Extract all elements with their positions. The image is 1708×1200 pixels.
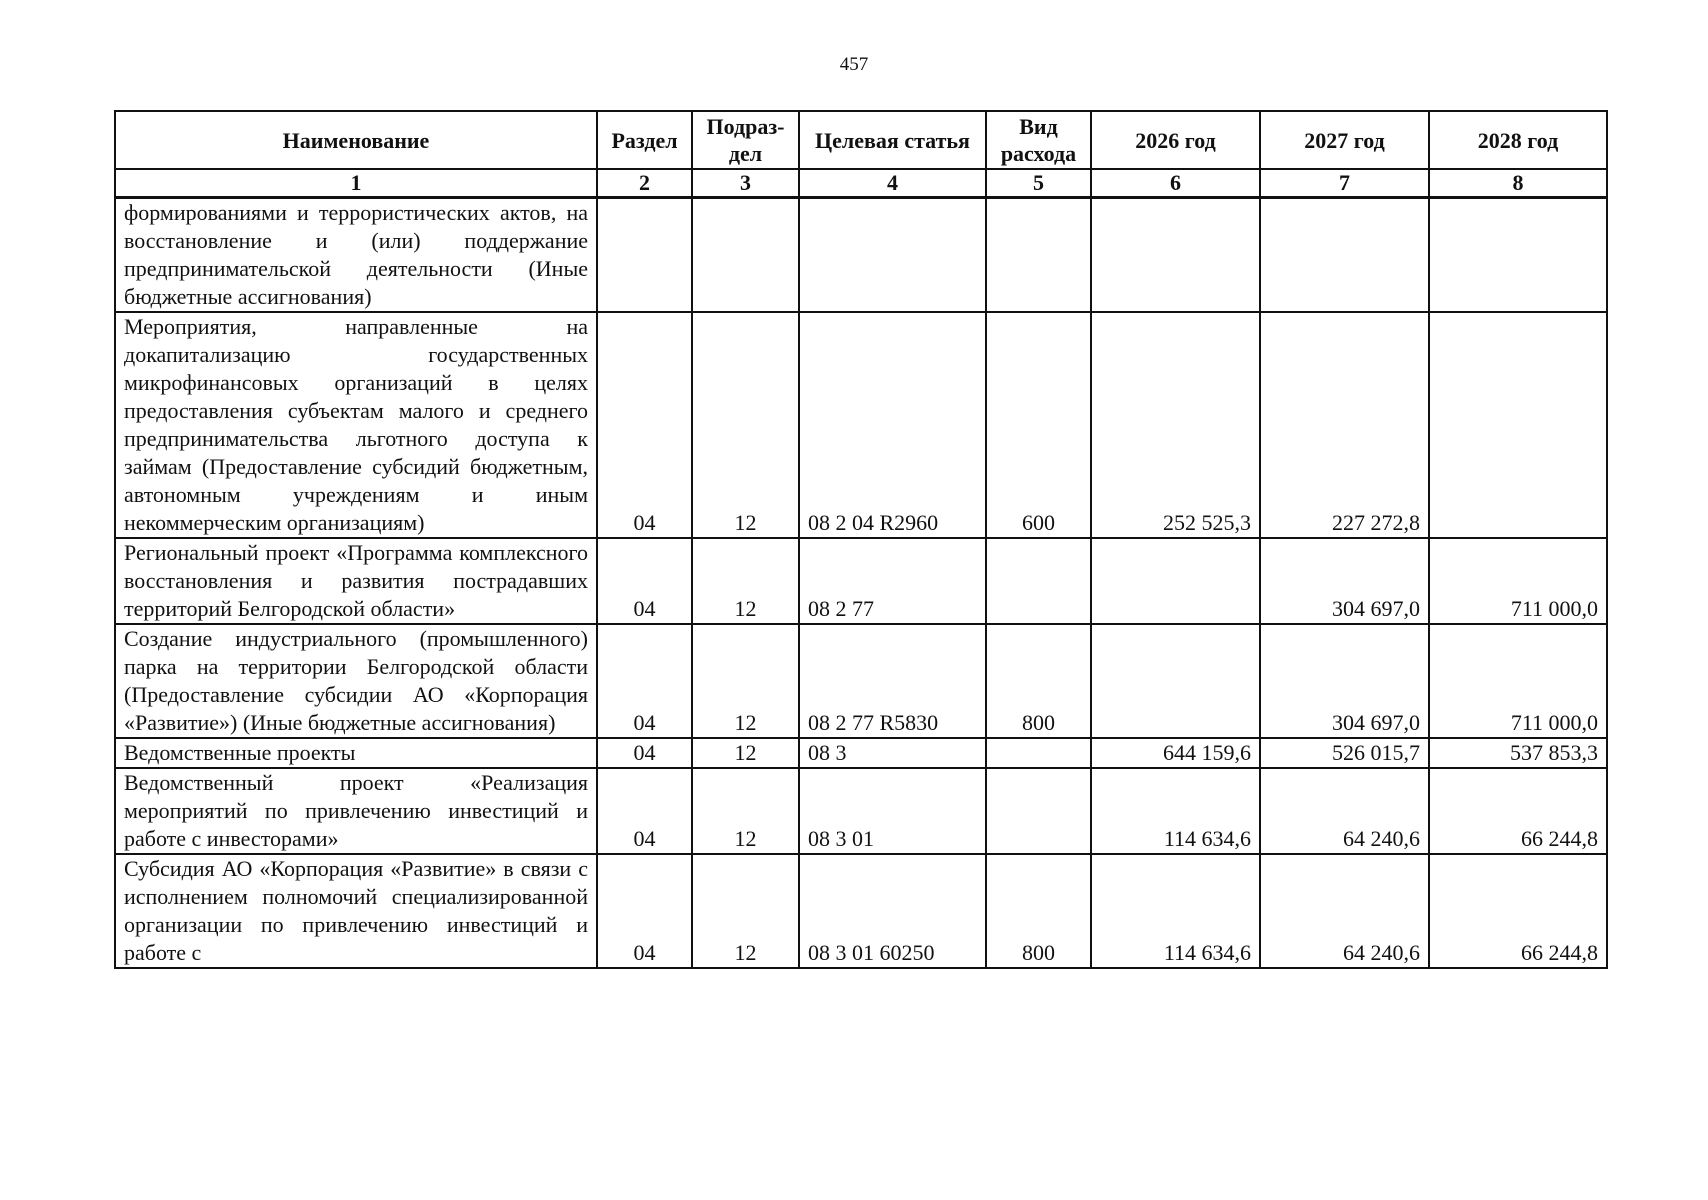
row-2027: 227 272,8 [1260,312,1429,538]
column-number: 6 [1091,169,1260,198]
column-number: 8 [1429,169,1607,198]
row-statya: 08 2 04 R2960 [799,312,986,538]
table-row [115,854,1607,968]
row-2026 [1091,198,1260,313]
row-razdel: 04 [597,538,692,624]
row-statya: 08 2 77 [799,538,986,624]
row-razdel: 04 [597,624,692,738]
row-vid [986,738,1091,768]
row-podrazdel: 12 [692,768,799,854]
header-statya: Целевая статья [799,111,986,169]
row-2027 [1260,198,1429,313]
row-razdel: 04 [597,312,692,538]
row-2028: 711 000,0 [1429,538,1607,624]
row-statya: 08 2 77 R5830 [799,624,986,738]
row-statya: 08 3 01 60250 [799,854,986,968]
row-2026: 252 525,3 [1091,312,1260,538]
row-razdel: 04 [597,854,692,968]
row-vid [986,198,1091,313]
row-podrazdel: 12 [692,312,799,538]
table-row [115,538,1607,624]
table-row [115,738,1607,768]
column-number-row [115,169,1607,198]
row-name: формированиями и террористических актов, на восстановление и (или) поддержание предпринимательской деятельности (Иные бюджетные ассигнования) [115,198,597,313]
row-vid: 800 [986,624,1091,738]
header-name: Наименование [115,111,597,169]
header-2028: 2028 год [1429,111,1607,169]
row-2026 [1091,538,1260,624]
row-razdel: 04 [597,738,692,768]
row-2028 [1429,312,1607,538]
row-2026: 114 634,6 [1091,768,1260,854]
column-number: 2 [597,169,692,198]
row-2026: 114 634,6 [1091,854,1260,968]
row-2028: 66 244,8 [1429,854,1607,968]
row-2026 [1091,624,1260,738]
row-name: Мероприятия, направленные на докапитализацию государственных микрофинансовых организаций в целях предоставления субъектам малого и среднего предпринимательства льготного доступа к займам (Предоставление субсидий бюджетным, автономным учреждениям и иным некоммерческим организациям) [115,312,597,538]
row-statya: 08 3 [799,738,986,768]
row-name: Субсидия АО «Корпорация «Развитие» в связи с исполнением полномочий специализированной организации по привлечению инвестиций и работе с [115,854,597,968]
column-number: 7 [1260,169,1429,198]
row-name: Ведомственный проект «Реализация мероприятий по привлечению инвестиций и работе с инвесторами» [115,768,597,854]
table-row [115,768,1607,854]
row-podrazdel: 12 [692,538,799,624]
column-number: 4 [799,169,986,198]
budget-table [114,110,1608,969]
row-podrazdel: 12 [692,624,799,738]
row-2027: 64 240,6 [1260,854,1429,968]
table-row [115,198,1607,313]
row-2027: 304 697,0 [1260,538,1429,624]
header-vid: Вид расхода [986,111,1091,169]
header-podrazdel: Подраз-дел [692,111,799,169]
row-name: Создание индустриального (промышленного) парка на территории Белгородской области (Предоставление субсидии АО «Корпорация «Развитие») (Иные бюджетные ассигнования) [115,624,597,738]
column-number: 3 [692,169,799,198]
row-statya: 08 3 01 [799,768,986,854]
row-name: Региональный проект «Программа комплексного восстановления и развития пострадавших территорий Белгородской области» [115,538,597,624]
table-row [115,624,1607,738]
row-2027: 304 697,0 [1260,624,1429,738]
row-2027: 526 015,7 [1260,738,1429,768]
row-2028: 66 244,8 [1429,768,1607,854]
row-2028: 711 000,0 [1429,624,1607,738]
header-row [115,111,1607,169]
header-2026: 2026 год [1091,111,1260,169]
row-podrazdel [692,198,799,313]
row-2027: 64 240,6 [1260,768,1429,854]
row-2026: 644 159,6 [1091,738,1260,768]
column-number: 5 [986,169,1091,198]
page-number: 457 [839,54,869,75]
row-vid [986,768,1091,854]
row-vid: 800 [986,854,1091,968]
row-name: Ведомственные проекты [115,738,597,768]
row-2028 [1429,198,1607,313]
column-number: 1 [115,169,597,198]
row-podrazdel: 12 [692,738,799,768]
row-razdel [597,198,692,313]
row-2028: 537 853,3 [1429,738,1607,768]
row-vid [986,538,1091,624]
row-razdel: 04 [597,768,692,854]
row-statya [799,198,986,313]
header-razdel: Раздел [597,111,692,169]
header-2027: 2027 год [1260,111,1429,169]
row-vid: 600 [986,312,1091,538]
table-row [115,312,1607,538]
row-podrazdel: 12 [692,854,799,968]
